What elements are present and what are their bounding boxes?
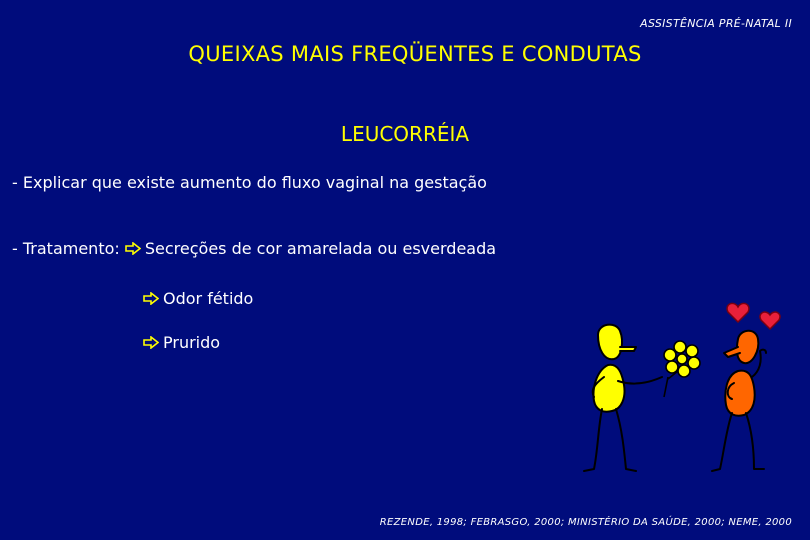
right-arrow-icon: [143, 336, 159, 349]
page-title: QUEIXAS MAIS FREQÜENTES E CONDUTAS: [188, 42, 642, 66]
treatment-item-1: Secreções de cor amarelada ou esverdeada: [144, 239, 497, 258]
explain-line: - Explicar que existe aumento do fluxo vaginal na gestação: [12, 173, 487, 192]
heart-icon: [760, 312, 780, 329]
treatment-item-3: Prurido: [163, 333, 221, 352]
treatment-label: - Tratamento:: [12, 239, 120, 258]
section-title: LEUCORRÉIA: [340, 122, 470, 146]
treatment-item-2: Odor fétido: [163, 289, 254, 308]
treatment-line: [12, 239, 496, 258]
right-arrow-icon: [143, 292, 159, 305]
right-arrow-icon: [125, 242, 141, 255]
treatment-item-row-3: [143, 333, 220, 352]
yellow-figure: [584, 325, 662, 471]
flower-icon: [664, 341, 700, 397]
treatment-item-row-2: [143, 289, 253, 308]
heart-icon: [727, 303, 749, 322]
reference-footer: REZENDE, 1998; FEBRASGO, 2000; MINISTÉRIO DA SAÚDE, 2000; NEME, 2000: [379, 517, 792, 528]
orange-figure: [712, 331, 766, 471]
couple-flower-illustration: [570, 285, 790, 505]
header-label: ASSISTÊNCIA PRÉ-NATAL II: [640, 17, 792, 30]
